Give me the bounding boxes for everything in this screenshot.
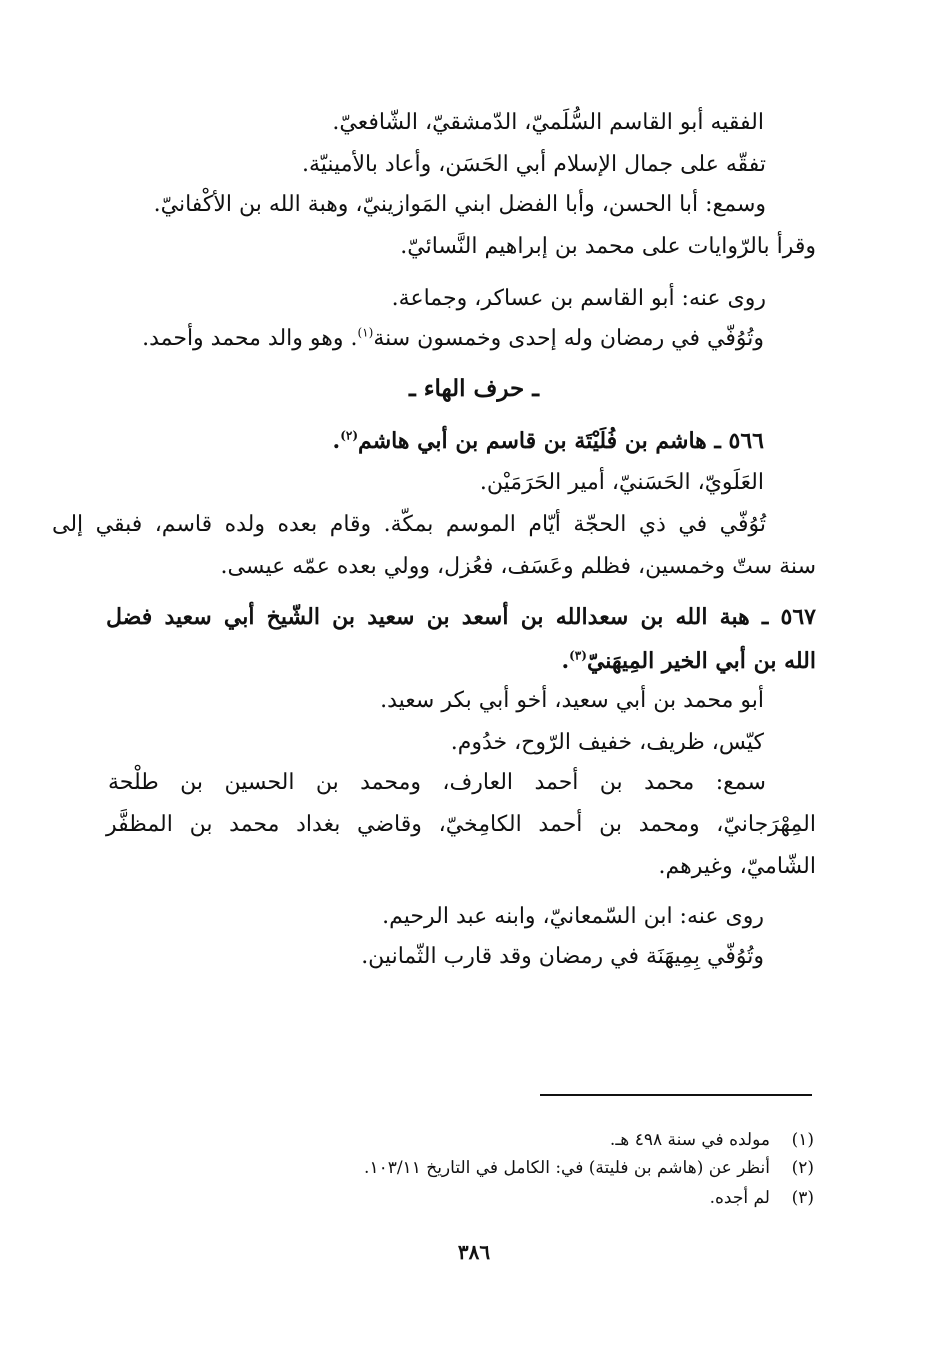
text-line: أبو محمد بن أبي سعيد، أخو أبي بكر سعيد. — [380, 688, 764, 713]
text-line — [142, 324, 764, 354]
entry-heading — [561, 646, 816, 676]
text-line: الفقيه أبو القاسم السُّلَميّ، الدّمشقيّ، الشّافعيّ. — [332, 110, 764, 135]
text-line: تُوُفّي في ذي الحجّة أيّام الموسم بمكّة. وقام بعده ولده قاسم، فبقي إلى — [52, 512, 766, 537]
footnote — [364, 1156, 814, 1180]
text-line: وسمع: أبا الحسن، وأبا الفضل ابني المَوازينيّ، وهبة الله بن الأكْفانيّ. — [153, 192, 766, 217]
footnote-ref: (١) — [357, 325, 374, 340]
text-line: روى عنه: ابن السّمعانيّ، وابنه عبد الرحيم. — [382, 904, 764, 929]
footnote — [710, 1186, 814, 1210]
text-line: وقرأ بالرّوايات على محمد بن إبراهيم النَّسائيّ. — [400, 234, 816, 259]
page-number: ٣٨٦ — [457, 1240, 491, 1264]
footnote — [610, 1128, 814, 1152]
text-line: المِهْرَجانيّ، ومحمد بن أحمد الكامِخيّ، وقاضي بغداد محمد بن المظفَّر — [106, 812, 816, 837]
text-line: الشّاميّ، وغيرهم. — [658, 854, 816, 879]
text-span: وتُوُفّي في رمضان وله إحدى وخمسون سنة — [373, 326, 764, 351]
footnote-text: أنظر عن (هاشم بن فليتة) في: الكامل في التاريخ ١٠٣/١١. — [364, 1158, 770, 1178]
footnote-text: لم أجده. — [709, 1188, 770, 1208]
footnote-text: مولده في سنة ٤٩٨ هـ. — [609, 1130, 770, 1150]
footnote-ref: (٣) — [569, 648, 587, 663]
text-line: سنة ستّ وخمسين، فظلم وعَسَف، فعُزل، وولي بعده عمّه عيسى. — [220, 554, 816, 579]
footnote-ref: (٢) — [340, 428, 359, 443]
entry-title: الله بن أبي الخير المِيهَنيّ — [586, 648, 816, 674]
entry-heading — [333, 426, 764, 456]
footnote-number: (٢) — [791, 1158, 814, 1178]
text-line: العَلَويّ، الحَسَنيّ، أمير الحَرَمَيْن. — [479, 470, 764, 495]
text-span: . وهو والد محمد وأحمد. — [142, 326, 358, 351]
entry-title: ٥٦٦ ـ هاشم بن فُلَيْتَة بن قاسم بن أبي هاشم — [358, 428, 764, 454]
text-line: سمع: محمد بن أحمد العارف، ومحمد بن الحسين بن طلْحة — [108, 770, 766, 795]
text-line: تفقّه على جمال الإسلام أبي الحَسَن، وأعاد بالأمينيّة. — [301, 152, 766, 177]
text-line: روى عنه: أبو القاسم بن عساكر، وجماعة. — [391, 286, 766, 311]
footnote-number: (١) — [791, 1130, 814, 1150]
text-line: كيّس، ظريف، خفيف الرّوح، خدُوم. — [450, 730, 764, 755]
text-line: وتُوُفّي بِمِيهَنَة في رمضان وقد قارب الثّمانين. — [361, 944, 764, 969]
text-span: . — [332, 428, 341, 454]
text-span: . — [561, 648, 570, 674]
footnote-separator — [540, 1094, 812, 1096]
footnote-number: (٣) — [791, 1188, 814, 1208]
section-heading: ـ حرف الهاء ـ — [408, 375, 540, 402]
entry-heading: ٥٦٧ ـ هبة الله بن سعدالله بن أسعد بن سعيد بن الشّيخ أبي سعيد فضل — [106, 604, 816, 630]
